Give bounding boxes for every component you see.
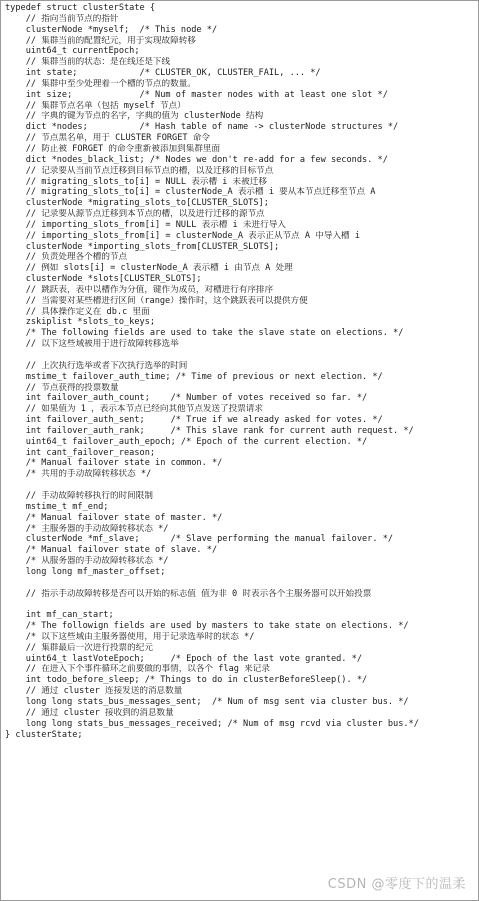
code-line: // 集群当前的状态：是在线还是下线 [5, 57, 171, 68]
code-line: int cant_failover_reason; [5, 447, 156, 458]
code-line: mstime_t failover_auth_time; /* Time of previous or next election. */ [5, 371, 383, 382]
code-line: // 集群节点名单（包括 myself 节点） [5, 100, 186, 111]
code-line: // 在进入下个事件循环之前要做的事情，以各个 flag 来记录 [5, 664, 270, 675]
code-line: // 指示手动故障转移是否可以开始的标志值 值为非 0 时表示各个主服务器可以开始投票 [5, 588, 372, 599]
code-line: int mf_can_start; [5, 610, 114, 621]
code-line [5, 599, 476, 610]
code-line: } clusterState; [5, 729, 83, 740]
code-line: /* The followign fields are used by masters to take state on elections. */ [5, 621, 409, 632]
code-line: // importing_slots_from[i] = clusterNode_A 表示正从节点 A 中导入槽 i [5, 230, 360, 241]
code-line: int state; /* CLUSTER_OK, CLUSTER_FAIL, ... */ [5, 68, 321, 79]
code-line: // 集群中至少处理着一个槽的节点的数量。 [5, 78, 196, 89]
code-line: /* 从服务器的手动故障转移状态 */ [5, 556, 169, 567]
code-line: /* The following fields are used to take the slave state on elections. */ [5, 328, 404, 339]
code-line: int failover_auth_sent; /* True if we already asked for votes. */ [5, 415, 383, 426]
code-line: /* Manual failover state in common. */ [5, 458, 223, 469]
code-line: uint64_t currentEpoch; [5, 46, 140, 57]
code-line: /* Manual failover state of slave. */ [5, 545, 218, 556]
code-line: uint64_t failover_auth_epoch; /* Epoch of the current election. */ [5, 436, 368, 447]
code-line: // 例如 slots[i] = clusterNode_A 表示槽 i 由节点 A 处理 [5, 263, 293, 274]
code-line: // 手动故障转移执行的时间限制 [5, 490, 153, 501]
code-line: // 跳跃表，表中以槽作为分值，键作为成员，对槽进行有序排序 [5, 284, 274, 295]
code-line [5, 350, 476, 361]
code-line: clusterNode *migrating_slots_to[CLUSTER_SLOTS]; [5, 198, 269, 209]
code-line: long long stats_bus_messages_received; /* Num of msg rcvd via cluster bus.*/ [5, 718, 419, 729]
code-line: // 记录要从当前节点迁移到目标节点的槽，以及迁移的目标节点 [5, 165, 274, 176]
code-line: // 集群当前的配置纪元，用于实现故障转移 [5, 35, 196, 46]
code-line: // 如果值为 1 ，表示本节点已经向其他节点发送了投票请求 [5, 404, 263, 415]
code-line: // 通过 cluster 接收到的消息数量 [5, 707, 174, 718]
code-line: int failover_auth_rank; /* This slave rank for current auth request. */ [5, 425, 414, 436]
code-line: // importing_slots_from[i] = NULL 表示槽 i 未进行导入 [5, 219, 286, 230]
code-line: // 以下这些域被用于进行故障转移选举 [5, 339, 179, 350]
code-line: // 具体操作定义在 db.c 里面 [5, 306, 150, 317]
code-line: // 记录要从源节点迁移到本节点的槽，以及进行迁移的源节点 [5, 209, 265, 220]
code-line: dict *nodes; /* Hash table of name -> clusterNode structures */ [5, 122, 399, 133]
code-line: // 字典的键为节点的名字，字典的值为 clusterNode 结构 [5, 111, 264, 122]
code-line: long long stats_bus_messages_sent; /* Num of msg sent via cluster bus. */ [5, 697, 409, 707]
code-line: clusterNode *slots[CLUSTER_SLOTS]; [5, 274, 202, 285]
code-line: int failover_auth_count; /* Number of votes received so far. */ [5, 393, 368, 404]
code-line: // 上次执行选举或者下次执行选举的时间 [5, 360, 188, 371]
code-line: /* 共用的手动故障转移状态 */ [5, 469, 152, 480]
code-line: typedef struct clusterState { [5, 3, 156, 13]
code-line [5, 578, 476, 589]
code-line: // 节点获得的投票数量 [5, 382, 119, 393]
code-line [5, 480, 476, 491]
code-line: // 当需要对某些槽进行区间（range）操作时，这个跳跃表可以提供方便 [5, 295, 308, 306]
code-line: // 集群最后一次进行投票的纪元 [5, 642, 153, 653]
code-line: int todo_before_sleep; /* Things to do in clusterBeforeSleep(). */ [5, 675, 368, 686]
code-line: dict *nodes_black_list; /* Nodes we don't re-add for a few seconds. */ [5, 154, 388, 165]
code-line: /* Manual failover state of master. */ [5, 512, 223, 523]
code-line: int size; /* Num of master nodes with at least one slot */ [5, 89, 388, 100]
code-line: zskiplist *slots_to_keys; [5, 317, 156, 328]
code-block [5, 3, 476, 740]
code-line: clusterNode *mf_slave; /* Slave performing the manual failover. */ [5, 534, 394, 545]
code-line: // migrating_slots_to[i] = NULL 表示槽 i 未被迁移 [5, 176, 267, 187]
code-line: // migrating_slots_to[i] = clusterNode_A 表示槽 i 要从本节点迁移至节点 A [5, 187, 376, 198]
code-line: clusterNode *importing_slots_from[CLUSTER_SLOTS]; [5, 241, 280, 252]
code-line: // 指向当前节点的指针 [5, 13, 119, 24]
code-line: /* 主服务器的手动故障转移状态 */ [5, 523, 169, 534]
code-line: clusterNode *myself; /* This node */ [5, 24, 218, 35]
code-line: // 节点黑名单，用于 CLUSTER FORGET 命令 [5, 133, 210, 144]
code-line: uint64_t lastVoteEpoch; /* Epoch of the last vote granted. */ [5, 653, 362, 664]
code-line: // 防止被 FORGET 的命令重新被添加到集群里面 [5, 143, 221, 154]
code-line: long long mf_master_offset; [5, 566, 166, 577]
csdn-watermark: CSDN @零度下的温柔 [327, 877, 466, 892]
code-line: // 负责处理各个槽的节点 [5, 252, 128, 263]
code-line: mstime_t mf_end; [5, 501, 109, 512]
code-line: // 通过 cluster 连接发送的消息数量 [5, 686, 183, 697]
code-line: /* 以下这些域由主服务器使用，用于记录选举时的状态 */ [5, 631, 255, 642]
